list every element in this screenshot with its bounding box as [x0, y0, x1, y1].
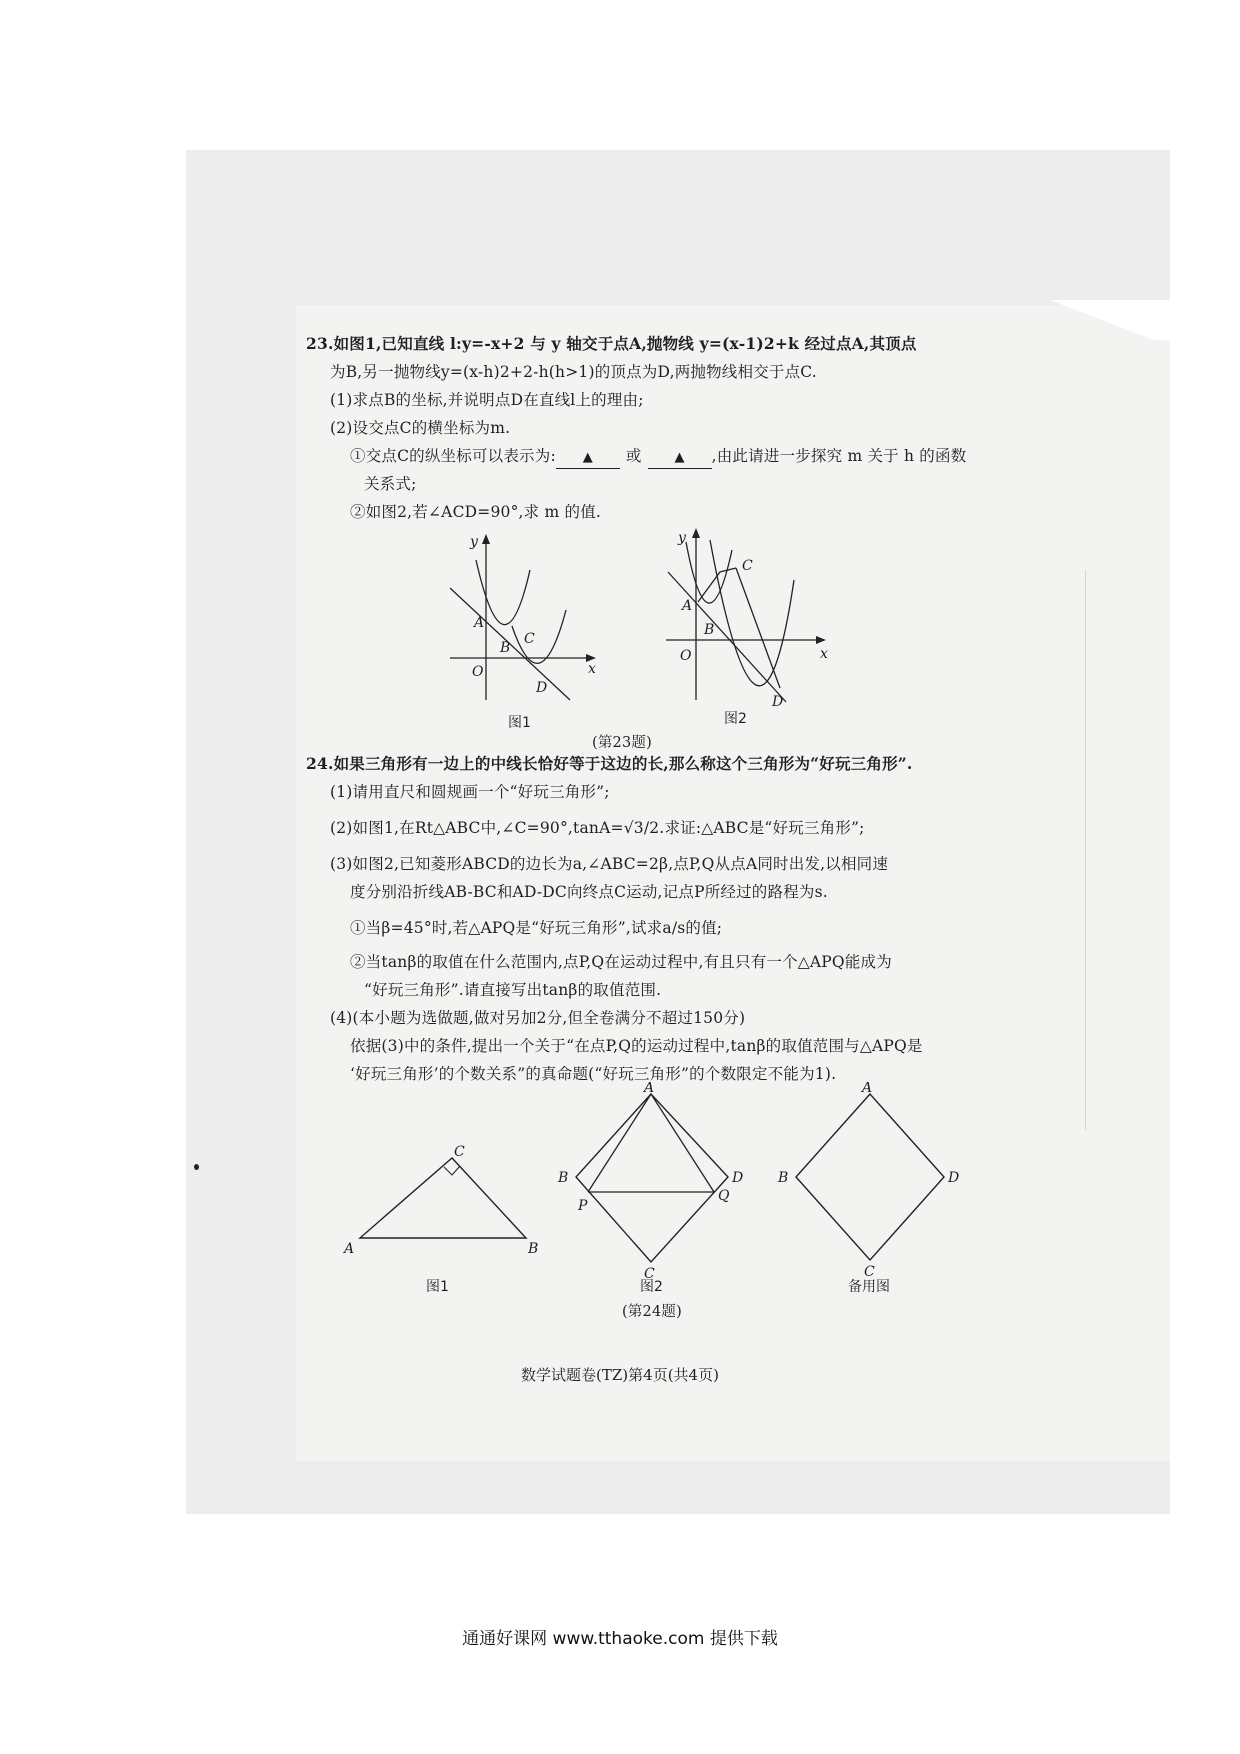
q23-line-2: 为B,另一抛物线y=(x-h)2+2-h(h>1)的顶点为D,两抛物线相交于点C. — [330, 363, 817, 381]
q23-line-3: (1)求点B的坐标,并说明点D在直线l上的理由; — [330, 391, 644, 409]
q24-caption: (第24题) — [622, 1304, 682, 1320]
segment-aq — [651, 1094, 714, 1192]
q24-line-8: “好玩三角形”.请直接写出tanβ的取值范围. — [364, 981, 662, 999]
label-d: D — [732, 1170, 744, 1186]
q24-line-3: (2)如图1,在Rt△ABC中,∠C=90°,tanA=√3/2.求证:△ABC是“好玩三角形”; — [330, 819, 865, 837]
label-y: y — [470, 534, 478, 550]
label-a: A — [862, 1082, 873, 1096]
label-x: x — [588, 661, 596, 677]
label-p: P — [578, 1198, 588, 1214]
q24-fig2-caption: 图2 — [640, 1279, 663, 1295]
label-a: A — [344, 1241, 355, 1257]
segment-cd — [736, 568, 780, 688]
y-arrow-icon — [482, 534, 490, 544]
line-l — [668, 572, 786, 702]
blank-marker-icon: ▲ — [674, 450, 685, 465]
label-c: C — [524, 631, 535, 647]
q23-sub1-suffix: ,由此请进一步探究 m 关于 h 的函数 — [711, 447, 967, 465]
page-footer: 数学试题卷(TZ)第4页(共4页) — [521, 1366, 719, 1384]
q23-line-4: (2)设交点C的横坐标为m. — [330, 419, 511, 437]
y-arrow-icon — [692, 528, 700, 538]
q23-line-7: ②如图2,若∠ACD=90°,求 m 的值. — [350, 503, 602, 521]
q24-figure-1 — [340, 1140, 560, 1260]
label-d: D — [948, 1170, 960, 1186]
x-arrow-icon — [816, 636, 826, 644]
parabola-1 — [686, 542, 732, 603]
label-y: y — [678, 530, 686, 546]
parabola-2 — [512, 610, 566, 663]
q24-fig1-caption: 图1 — [426, 1279, 449, 1295]
label-b: B — [528, 1241, 539, 1257]
right-angle-mark — [444, 1166, 460, 1175]
label-x: x — [820, 646, 828, 662]
q23-fig2-caption: 图2 — [724, 711, 747, 727]
q24-line-2: (1)请用直尺和圆规画一个“好玩三角形”; — [330, 783, 610, 801]
q23-line-5 — [350, 446, 966, 469]
label-b: B — [558, 1170, 569, 1186]
label-a: A — [682, 598, 693, 614]
q23-figure-2 — [660, 520, 840, 710]
q24-line-10: 依据(3)中的条件,提出一个关于“在点P,Q的运动过程中,tanβ的取值范围与△APQ是 — [350, 1037, 923, 1055]
q23-line-6: 关系式; — [364, 475, 417, 493]
label-b: B — [500, 640, 511, 656]
label-c: C — [864, 1264, 875, 1280]
download-note: 通通好课网 www.tthaoke.com 提供下载 — [462, 1629, 778, 1649]
label-q: Q — [718, 1188, 730, 1204]
rhombus-abcd — [796, 1094, 944, 1260]
q24-line-6: ①当β=45°时,若△APQ是“好玩三角形”,试求a/s的值; — [350, 919, 723, 937]
q24-line-1: 24.如果三角形有一边上的中线长恰好等于这边的长,那么称这个三角形为“好玩三角形”. — [306, 754, 913, 773]
label-a: A — [474, 615, 485, 631]
label-a: A — [644, 1082, 655, 1096]
q24-line-5: 度分别沿折线AB-BC和AD-DC向终点C运动,记点P所经过的路程为s. — [350, 883, 828, 901]
q23-caption: (第23题) — [592, 735, 652, 751]
blank-marker-icon: ▲ — [582, 450, 593, 465]
q24-backup-figure — [776, 1082, 976, 1282]
q24-line-11: ‘好玩三角形’的个数关系”的真命题(“好玩三角形”的个数限定不能为1). — [350, 1065, 837, 1083]
q24-line-7: ②当tanβ的取值在什么范围内,点P,Q在运动过程中,有且只有一个△APQ能成为 — [350, 953, 892, 971]
answer-blank-1 — [556, 446, 620, 469]
label-d: D — [536, 680, 548, 696]
label-o: O — [680, 648, 692, 664]
label-b: B — [704, 622, 715, 638]
q24-figure-2 — [556, 1082, 776, 1282]
q24-line-4: (3)如图2,已知菱形ABCD的边长为a,∠ABC=2β,点P,Q从点A同时出发,以相同速 — [330, 855, 889, 873]
triangle-abc — [360, 1158, 526, 1238]
label-c: C — [644, 1266, 655, 1282]
label-c: C — [454, 1144, 465, 1160]
q23-sub1-prefix: ①交点C的纵坐标可以表示为: — [350, 447, 556, 465]
q24-line-9: (4)(本小题为选做题,做对另加2分,但全卷满分不超过150分) — [330, 1009, 746, 1027]
q23-line-1: 23.如图1,已知直线 l:y=-x+2 与 y 轴交于点A,抛物线 y=(x-1)2+k 经过点A,其顶点 — [306, 334, 917, 353]
label-d: D — [772, 694, 784, 710]
q23-fig1-caption: 图1 — [508, 715, 531, 731]
label-b: B — [778, 1170, 789, 1186]
segment-ap — [588, 1094, 651, 1192]
answer-blank-2 — [648, 446, 712, 469]
q23-or: 或 — [625, 447, 642, 465]
q23-figure-1 — [440, 530, 620, 710]
label-c: C — [742, 558, 753, 574]
q24-backup-caption: 备用图 — [848, 1279, 890, 1295]
label-o: O — [472, 664, 484, 680]
